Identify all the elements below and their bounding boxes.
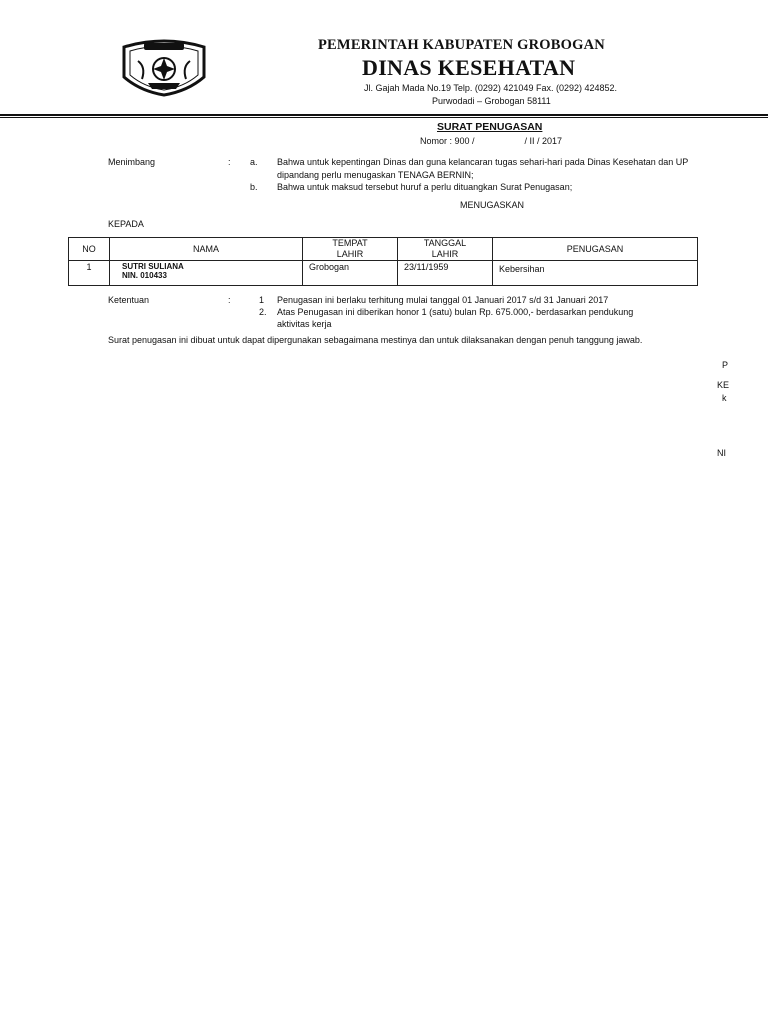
col-header-text: LAHIR	[336, 249, 364, 259]
signature-fragment: P	[722, 360, 729, 370]
cell-nama-nin: NIN. 010433	[122, 271, 167, 280]
col-header-nama: NAMA	[110, 238, 303, 261]
col-header-no: NO	[69, 238, 110, 261]
ketentuan-item-text: Penugasan ini berlaku terhitung mulai tanggal 01 Januari 2017 s/d 31 Januari 2017	[277, 295, 609, 305]
ketentuan-item-text: aktivitas kerja	[277, 319, 332, 329]
col-header-text: TEMPAT	[332, 238, 368, 248]
menimbang-item-text: Bahwa untuk kepentingan Dinas dan guna kelancaran tugas sehari-hari pada Dinas Kesehatan dan UP	[277, 157, 689, 167]
ketentuan-colon: :	[228, 295, 231, 305]
col-header-text: TANGGAL	[423, 238, 467, 248]
signature-fragment: KE	[717, 380, 730, 390]
ketentuan-item-text: Atas Penugasan ini diberikan honor 1 (satu) bulan Rp. 675.000,- berdasarkan pendukung	[277, 307, 634, 317]
signature-fragment: NI	[717, 448, 726, 458]
menugaskan-heading: MENUGASKAN	[460, 200, 525, 210]
cell-no: 1	[69, 261, 110, 286]
cell-penugasan: Kebersihan	[493, 261, 698, 286]
ketentuan-label: Ketentuan	[108, 295, 150, 305]
cell-tempat-lahir: Grobogan	[303, 261, 398, 286]
ketentuan-item-key: 1	[259, 295, 265, 305]
closing-statement: Surat penugasan ini dibuat untuk dapat dipergunakan sebagaimana mestinya dan untuk dilaksanakan dengan penuh tanggung jawab.	[108, 335, 643, 345]
letterhead-address-line2: Purwodadi – Grobogan 58111	[432, 96, 551, 106]
letterhead-org: PEMERINTAH KABUPATEN GROBOGAN	[318, 37, 605, 53]
letterhead-dept: DINAS KESEHATAN	[362, 55, 576, 80]
document-title: SURAT PENUGASAN	[437, 121, 543, 133]
cell-nama	[110, 261, 303, 286]
cell-tanggal-lahir: 23/11/1959	[398, 261, 493, 286]
menimbang-item-text: dipandang perlu menugaskan TENAGA BERNIN;	[277, 170, 474, 180]
col-header-text: LAHIR	[431, 249, 459, 259]
letterhead-divider-thick	[0, 114, 768, 116]
letterhead-address-line1: Jl. Gajah Mada No.19 Telp. (0292) 421049 Fax. (0292) 424852.	[364, 83, 617, 93]
menimbang-colon: :	[228, 157, 231, 167]
signature-fragment: k	[722, 393, 727, 403]
document-number	[420, 136, 562, 146]
col-header-tempat-lahir	[303, 238, 398, 261]
document-number-suffix: / II / 2017	[524, 136, 563, 146]
grobogan-emblem-logo	[118, 37, 210, 97]
col-header-penugasan: PENUGASAN	[493, 238, 698, 261]
menimbang-item-key: a.	[250, 157, 258, 167]
letterhead-divider-thin	[0, 117, 768, 118]
col-header-tanggal-lahir	[398, 238, 493, 261]
menimbang-label: Menimbang	[108, 157, 156, 167]
table-row	[69, 261, 698, 286]
ketentuan-item-key: 2.	[259, 307, 267, 317]
document-number-prefix: Nomor : 900 /	[420, 136, 475, 146]
assignment-table	[68, 237, 698, 286]
menimbang-item-text: Bahwa untuk maksud tersebut huruf a perlu dituangkan Surat Penugasan;	[277, 182, 573, 192]
cell-nama-name: SUTRI SULIANA	[122, 262, 184, 271]
menimbang-item-key: b.	[250, 182, 258, 192]
table-header-row	[69, 238, 698, 261]
kepada-label: KEPADA	[108, 219, 144, 229]
